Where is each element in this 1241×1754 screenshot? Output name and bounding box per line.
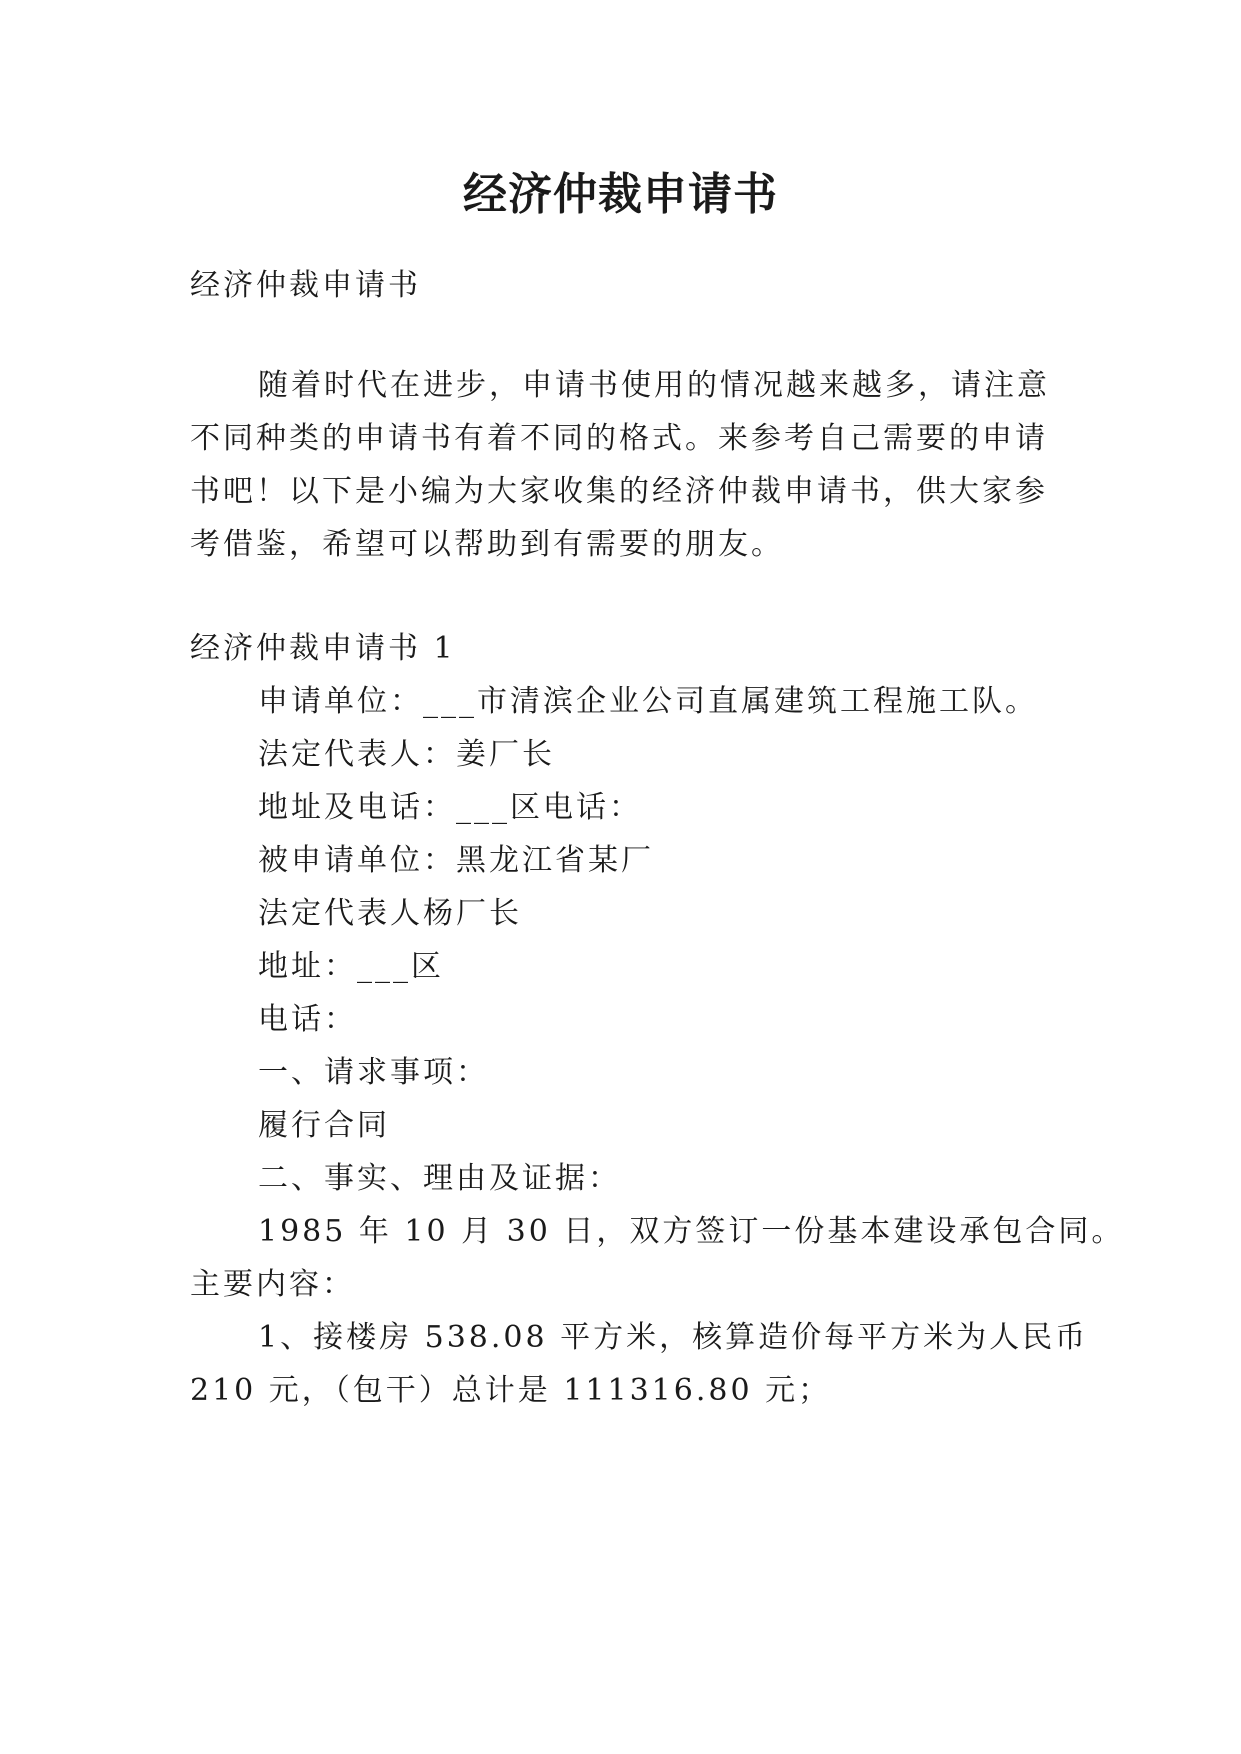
- contract-item: 210 元，（包干）总计是 111316.80 元；: [190, 1373, 832, 1408]
- intro-line: 书吧！以下是小编为大家收集的经济仲裁申请书，供大家参: [190, 474, 1048, 509]
- respondent-phone: 电话：: [258, 1002, 357, 1037]
- respondent-address: 地址：___区: [258, 949, 444, 984]
- section-heading: 经济仲裁申请书 1: [190, 631, 456, 666]
- respondent-unit: 被申请单位：黑龙江省某厂: [258, 843, 654, 878]
- request-item: 履行合同: [258, 1108, 390, 1143]
- document-subtitle: 经济仲裁申请书: [190, 268, 421, 303]
- address-phone: 地址及电话：___区电话：: [258, 790, 642, 825]
- facts-paragraph: 主要内容：: [190, 1267, 355, 1302]
- request-heading: 一、请求事项：: [258, 1055, 489, 1090]
- intro-line: 随着时代在进步，申请书使用的情况越来越多，请注意: [258, 368, 1050, 403]
- legal-representative: 法定代表人：姜厂长: [258, 737, 555, 772]
- respondent-representative: 法定代表人杨厂长: [258, 896, 522, 931]
- intro-line: 不同种类的申请书有着不同的格式。来参考自己需要的申请: [190, 421, 1048, 456]
- document-title: 经济仲裁申请书: [463, 169, 778, 220]
- contract-item: 1、接楼房 538.08 平方米，核算造价每平方米为人民币: [258, 1320, 1089, 1355]
- applicant-unit: 申请单位：___市清滨企业公司直属建筑工程施工队。: [258, 684, 1038, 719]
- intro-line: 考借鉴，希望可以帮助到有需要的朋友。: [190, 527, 784, 562]
- facts-heading: 二、事实、理由及证据：: [258, 1161, 621, 1196]
- facts-paragraph: 1985 年 10 月 30 日，双方签订一份基本建设承包合同。: [258, 1214, 1125, 1249]
